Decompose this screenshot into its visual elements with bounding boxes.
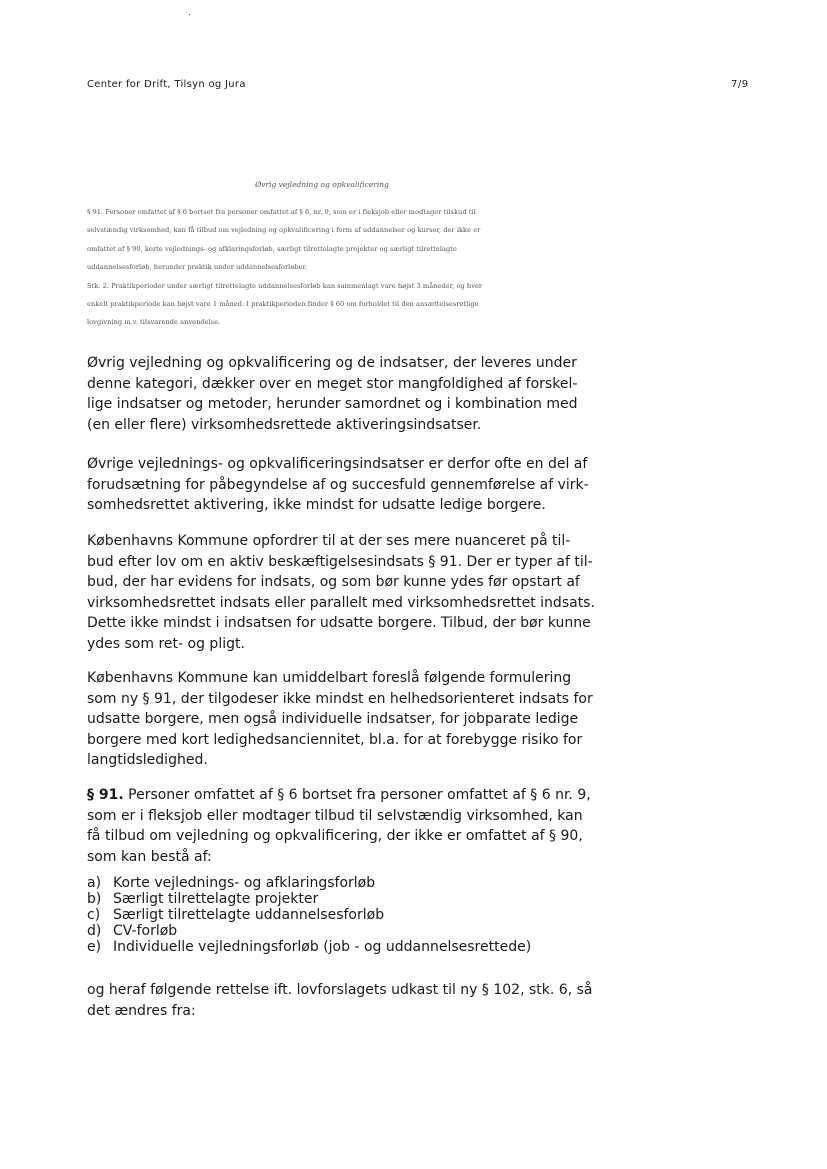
paragraph-4 [87,668,593,771]
list-item-text: Særligt tilrettelagte projekter [113,891,319,907]
list-item [87,939,557,955]
scan-line: uddannelsesforløb, herunder praktik under uddannelsesforløber. [87,263,308,272]
paragraph-6 [87,980,593,1021]
text-line: virksomhedsrettet indsats eller parallelt med virksomhedsrettet indsats. [87,594,595,611]
text-line: som kan bestå af: [87,848,212,865]
text-line: udsatte borgere, men også individuelle indsatser, for jobparate ledige [87,711,579,727]
scan-title: Øvrig vejledning og opkvalificering [255,180,389,189]
paragraph-proposed-91 [87,785,591,867]
scan-paragraph-stk2 [87,277,557,332]
text-line: bud, der har evidens for indsats, og som bør kunne ydes før opstart af [87,574,580,590]
text-line: borgere med kort ledighedsanciennitet, bl.a. for at forebygge risiko for [87,731,583,748]
scanned-law-excerpt [87,180,557,332]
list-marker: d) [87,923,102,939]
list-marker: e) [87,939,102,955]
list-item [87,923,557,939]
section-label: § 91. [87,787,124,803]
list-item-text: Korte vejlednings- og afklaringsforløb [113,875,376,891]
text-run: Personer omfattet af § 6 bortset fra personer omfattet af § 6 nr. 9, [123,787,591,803]
text-line: få tilbud om vejledning og opkvalificering, der ikke er omfattet af § 90, [87,828,583,844]
paragraph-2 [87,454,589,516]
text-line: det ændres fra: [87,1002,196,1019]
list-marker: a) [87,875,102,891]
page-number: 7/9 [731,79,749,90]
scan-line: selvstændig virksomhed, kan få tilbud om vejledning og opkvalificering i form af uddannelser og kurser, der ikke er [87,226,481,235]
text-line: somhedsrettet aktivering, ikke mindst for udsatte ledige borgere. [87,497,546,513]
scan-line: omfattet af § 90, korte vejlednings- og afklaringsforløb, særligt tilrettelagte projekter og særligt tilrettelagte [87,244,457,253]
text-line: forudsætning for påbegyndelse af og succesfuld gennemførelse af virk- [87,476,589,493]
option-list [87,875,557,955]
list-item-text: Individuelle vejledningsforløb (job - og uddannelsesrettede) [113,939,532,955]
text-line: Dette ikke mindst i indsatsen for udsatte borgere. Tilbud, der bør kunne [87,615,591,631]
text-line: Øvrig vejledning og opkvalificering og de indsatser, der leveres under [87,355,577,371]
text-line: bud efter lov om en aktiv beskæftigelsesindsats § 91. Der er typer af til- [87,553,593,570]
list-item-text: Særligt tilrettelagte uddannelsesforløb [113,907,385,923]
scan-line: enkelt praktikperiode kan højst vare 1 måned. I praktikperioden finder § 60 om forholdet til den ansættelsesretlige [87,300,479,309]
text-line: som er i fleksjob eller modtager tilbud til selvstændig virksomhed, kan [87,807,583,824]
list-marker: c) [87,907,101,923]
scan-paragraph-91 [87,203,557,277]
list-item [87,907,557,923]
header-organization: Center for Drift, Tilsyn og Jura [87,79,246,90]
text-line: og heraf følgende rettelse ift. lovforslagets udkast til ny § 102, stk. 6, så [87,982,593,998]
list-marker: b) [87,891,102,907]
text-line: Øvrige vejlednings- og opkvalificeringsindsatser er derfor ofte en del af [87,456,588,472]
text-line: lige indsatser og metoder, herunder samordnet og i kombination med [87,396,578,412]
list-item-text: CV-forløb [113,923,178,939]
paragraph-1 [87,353,578,435]
list-item [87,875,557,891]
list-item [87,891,557,907]
scan-line: § 91. Personer omfattet af § 6 bortset fra personer omfattet af § 6, nr. 9, som er i fleksjob eller modtager tilskud til [87,208,476,216]
text-line: Københavns Kommune opfordrer til at der ses mere nuanceret på til- [87,533,571,549]
scan-line: lovgivning m.v. tilsvarende anvendelse. [87,318,221,327]
text-line: denne kategori, dækker over en meget stor mangfoldighed af forskel- [87,375,578,392]
text-line: Københavns Kommune kan umiddelbart foreslå følgende formulering [87,670,572,686]
text-line: langtidsledighed. [87,752,208,768]
text-line: ydes som ret- og pligt. [87,635,245,652]
text-line: som ny § 91, der tilgodeser ikke mindst en helhedsorienteret indsats for [87,690,593,707]
scan-line: Stk. 2. Praktikperioder under særligt tilrettelagte uddannelsesforløb kan sammenlagt vare højst 3 måneder, og hver [87,281,483,290]
text-line [87,785,591,806]
paragraph-3 [87,531,595,654]
speck [189,14,190,15]
text-line: (en eller flere) virksomhedsrettede aktiveringsindsatser. [87,416,482,433]
